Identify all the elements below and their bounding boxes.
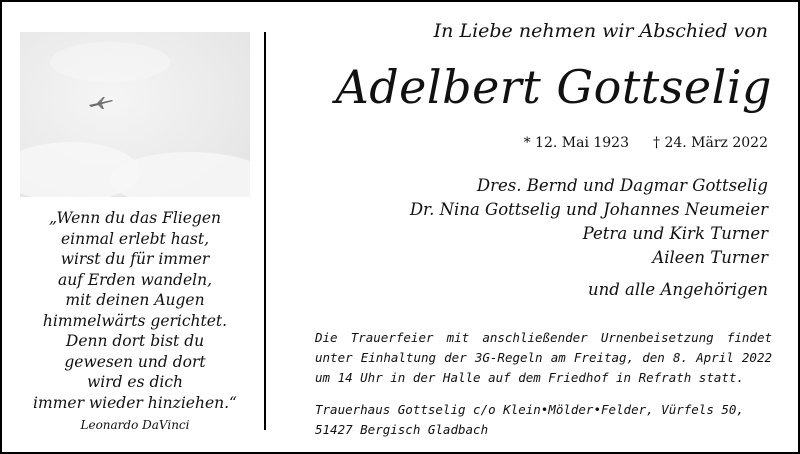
mourner-name: Petra und Kirk Turner [582, 224, 768, 243]
quote-line: Denn dort bist du [65, 332, 205, 350]
mourning-address [315, 400, 772, 440]
quote-line: immer wieder hinziehen.“ [33, 393, 237, 412]
deceased-name: Adelbert Gottselig [335, 60, 772, 114]
quote [22, 208, 248, 413]
mourner-name: Dr. Nina Gottselig und Johannes Neumeier [409, 200, 768, 219]
quote-line: einmal erlebt hast, [60, 229, 210, 248]
quote-author: Leonardo DaVinci [80, 418, 190, 432]
quote-line: wird es dich [86, 373, 184, 391]
mourner-name: Aileen Turner [652, 248, 768, 267]
intro-line: In Liebe nehmen wir Abschied von [433, 20, 768, 42]
mourners-list [410, 174, 768, 302]
quote-line: auf Erden wandeln, [57, 270, 213, 289]
column-divider [264, 32, 266, 430]
sky-photo [20, 32, 250, 197]
life-dates [524, 135, 768, 151]
quote-line: wirst du für immer [60, 250, 210, 268]
address-line: Trauerhaus Gottselig c/o Klein•Mölder•Felder, Vürfels 50, [315, 402, 744, 417]
service-details: Die Trauerfeier mit anschließender Urnenbeisetzung findet unter Einhaltung der 3G-Regeln am Freitag, den 8. April 2022 um 14 Uhr in der Halle auf dem Friedhof in Refrath statt. [315, 330, 772, 385]
mourner-name: und alle Angehörigen [587, 280, 768, 299]
birth-date: * 12. Mai 1923 [523, 135, 629, 151]
quote-line: gewesen und dort [64, 352, 206, 371]
airplane-icon [88, 96, 114, 110]
mourner-name: Dres. Bernd und Dagmar Gottselig [476, 176, 768, 195]
quote-line: mit deinen Augen [65, 291, 205, 309]
death-date: † 24. März 2022 [653, 135, 768, 151]
address-line: 51427 Bergisch Gladbach [315, 422, 489, 437]
quote-line: himmelwärts gerichtet. [42, 311, 228, 330]
quote-line: „Wenn du das Fliegen [48, 209, 221, 227]
